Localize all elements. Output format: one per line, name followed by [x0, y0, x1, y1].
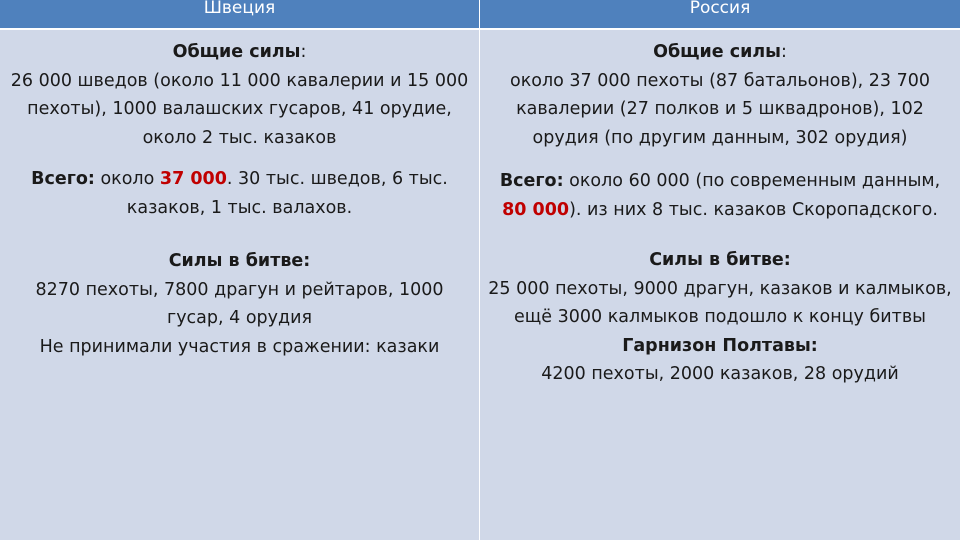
sweden-absent-text: Не принимали участия в сражении: казаки — [39, 336, 440, 357]
russia-forces-text: около 37 000 пехоты (87 батальонов), 23 700 кавалерии (27 полков и 5 шквадронов), 102 орудия (по другим данным, 302 орудия) — [509, 70, 931, 148]
russia-total-post: ). из них 8 тыс. казаков Скоропадского. — [569, 199, 938, 220]
sweden-battle-text: 8270 пехоты, 7800 драгун и рейтаров, 1000 гусар, 4 орудия — [35, 279, 444, 328]
russia-battle — [486, 246, 954, 389]
sweden-forces — [6, 38, 473, 152]
russia-forces-label: Общие силы — [653, 42, 782, 62]
sweden-total-pre: около — [94, 169, 160, 189]
sweden-forces-text: 26 000 шведов (около 11 000 кавалерии и 15 000 пехоты), 1000 валашских гусаров, 41 орудие, около 2 тыс. казаков — [10, 70, 469, 148]
russia-total — [486, 167, 954, 224]
russia-battle-label: Силы в битве: — [649, 250, 791, 270]
russia-total-value: 80 000 — [502, 199, 570, 220]
sweden-cell — [0, 30, 480, 540]
russia-battle-text: 25 000 пехоты, 9000 драгун, казаков и калмыков, ещё 3000 калмыков подошло к концу битвы — [488, 278, 952, 327]
russia-garrison-label: Гарнизон Полтавы: — [622, 335, 818, 356]
russia-total-pre: около 60 000 (по современным данным, — [563, 171, 941, 191]
russia-total-label: Всего: — [499, 171, 564, 191]
sweden-total-post: . 30 тыс. шведов, 6 тыс. казаков, 1 тыс. валахов. — [126, 169, 448, 218]
sweden-forces-label: Общие силы — [172, 42, 301, 62]
russia-forces — [486, 38, 954, 152]
russia-forces-colon: : — [781, 42, 787, 62]
sweden-battle — [6, 247, 473, 361]
sweden-forces-colon: : — [300, 42, 307, 62]
sweden-total — [6, 165, 473, 222]
sweden-total-label: Всего: — [31, 169, 95, 189]
sweden-battle-label: Силы в битве: — [168, 251, 311, 271]
russia-cell — [480, 30, 960, 540]
header-sweden: Швеция — [0, 0, 480, 30]
table-header-row — [0, 0, 960, 30]
russia-garrison-text: 4200 пехоты, 2000 казаков, 28 орудий — [541, 364, 899, 384]
sweden-total-value: 37 000 — [159, 169, 227, 189]
header-russia: Россия — [480, 0, 960, 30]
table-body-row — [0, 30, 960, 540]
